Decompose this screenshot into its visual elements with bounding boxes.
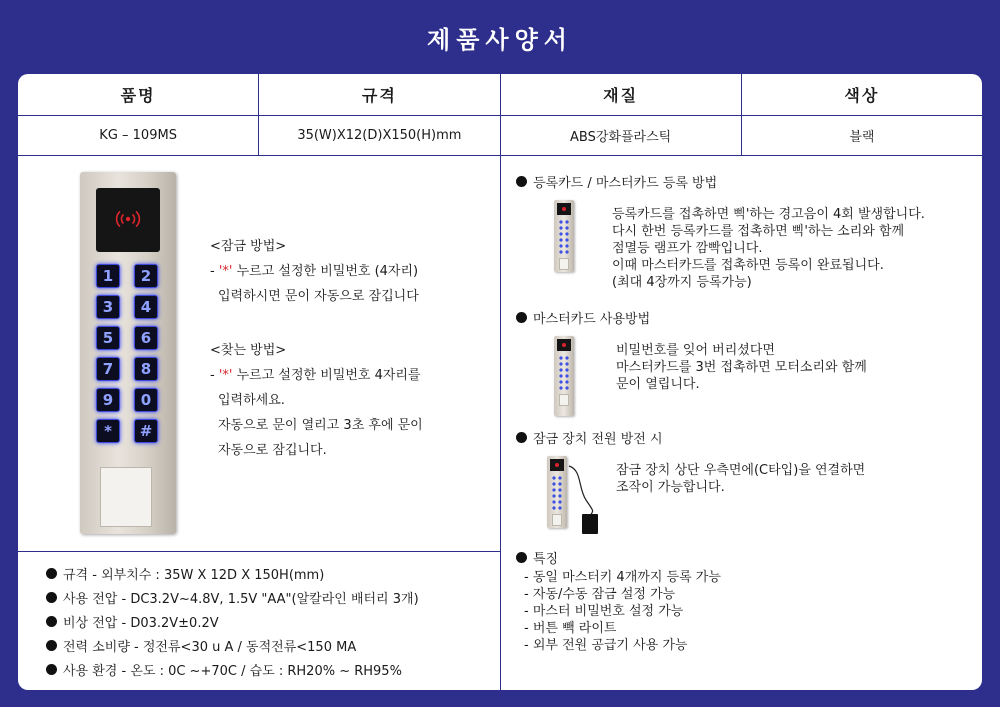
value-product-name: KG – 109MS bbox=[18, 116, 259, 155]
open-method-line-1-text: 누르고 설정한 비밀번호 4자리를 bbox=[232, 368, 421, 383]
master-text bbox=[616, 342, 867, 393]
open-method-line-1 bbox=[210, 366, 423, 385]
master-heading bbox=[516, 308, 650, 327]
open-method-marker: '*' bbox=[218, 368, 233, 383]
open-method-title: <찾는 방법> bbox=[210, 343, 287, 358]
key-5: 5 bbox=[96, 326, 120, 350]
register-title: 등록카드 / 마스터카드 등록 방법 bbox=[533, 176, 718, 191]
feature-item: - 자동/수동 잠금 설정 가능 bbox=[524, 587, 676, 602]
register-line: 점멸등 램프가 깜빡입니다. bbox=[612, 241, 763, 256]
specs-list bbox=[46, 561, 419, 681]
value-material: ABS강화플라스틱 bbox=[501, 116, 742, 155]
power-text bbox=[616, 462, 865, 496]
spec-sheet bbox=[18, 74, 982, 690]
card-slot bbox=[100, 467, 152, 527]
spec-item-text: 규격 - 외부치수 : 35W X 12D X 150H(mm) bbox=[63, 567, 325, 583]
spec-item-text: 비상 전압 - D03.2V±0.2V bbox=[63, 615, 219, 631]
spec-item-text: 사용 전압 - DC3.2V~4.8V, 1.5V "AA"(알칼라인 배터리 3개) bbox=[63, 591, 419, 607]
register-line: 다시 한번 등록카드를 접촉하면 삑'하는 소리와 함께 bbox=[612, 224, 905, 239]
spec-table-value-row bbox=[18, 116, 982, 156]
feature-item: - 동일 마스터키 4개까지 등록 가능 bbox=[524, 570, 721, 585]
key-star: * bbox=[96, 419, 120, 443]
register-text bbox=[612, 206, 925, 291]
usb-c-adapter-icon bbox=[568, 460, 604, 540]
lock-method-line-2: 입력하시면 문이 자동으로 잠깁니다 bbox=[218, 289, 419, 304]
spec-table-header-row bbox=[18, 74, 982, 116]
lock-method-dash: - bbox=[210, 264, 219, 279]
features-title: 특징 bbox=[533, 552, 559, 567]
lock-method-marker: '*' bbox=[218, 264, 233, 279]
bullet-icon bbox=[46, 664, 57, 675]
spec-item-text: 사용 환경 - 온도 : 0C ~+70C / 습도 : RH20% ~ RH95% bbox=[63, 663, 402, 679]
register-line: 이때 마스터카드를 접촉하면 등록이 완료됩니다. bbox=[612, 258, 884, 273]
bullet-icon bbox=[46, 640, 57, 651]
value-dimensions: 35(W)X12(D)X150(H)mm bbox=[259, 116, 500, 155]
header-material: 재질 bbox=[501, 74, 742, 115]
power-line: 조작이 가능합니다. bbox=[616, 480, 725, 495]
feature-item: - 버튼 빽 라이트 bbox=[524, 621, 617, 636]
key-6: 6 bbox=[134, 326, 158, 350]
bullet-icon bbox=[516, 552, 527, 563]
key-3: 3 bbox=[96, 295, 120, 319]
key-9: 9 bbox=[96, 388, 120, 412]
spec-table bbox=[18, 74, 982, 156]
keypad-device-image bbox=[80, 172, 176, 534]
spec-item bbox=[46, 585, 419, 609]
key-2: 2 bbox=[134, 264, 158, 288]
register-line: (최대 4장까지 등록가능) bbox=[612, 275, 752, 290]
power-heading bbox=[516, 428, 663, 447]
feature-item: - 외부 전원 공급기 사용 가능 bbox=[524, 638, 688, 653]
key-0: 0 bbox=[134, 388, 158, 412]
spec-item bbox=[46, 561, 419, 585]
lock-method bbox=[210, 237, 419, 306]
device-thumbnail bbox=[554, 200, 574, 272]
features-list bbox=[524, 569, 721, 654]
open-method-line-3: 자동으로 문이 열리고 3초 후에 문이 bbox=[218, 418, 423, 433]
rfid-signal-icon bbox=[114, 208, 142, 230]
header-product-name: 품명 bbox=[18, 74, 259, 115]
page-title: 제품사양서 bbox=[427, 26, 573, 54]
header-dimensions: 규격 bbox=[259, 74, 500, 115]
open-method-line-2: 입력하세요. bbox=[218, 393, 285, 408]
feature-item: - 마스터 비밀번호 설정 가능 bbox=[524, 604, 684, 619]
open-method bbox=[210, 341, 423, 460]
key-7: 7 bbox=[96, 357, 120, 381]
value-color: 블랙 bbox=[849, 130, 875, 145]
register-heading bbox=[516, 172, 717, 191]
register-line: 등록카드를 접촉하면 삑'하는 경고음이 4회 발생합니다. bbox=[612, 207, 925, 222]
card-reader bbox=[96, 188, 160, 252]
open-method-line-4: 자동으로 잠깁니다. bbox=[218, 443, 327, 458]
features-heading bbox=[516, 548, 558, 567]
bullet-icon bbox=[516, 176, 527, 187]
device-thumbnail bbox=[547, 456, 567, 528]
bullet-icon bbox=[46, 568, 57, 579]
bullet-icon bbox=[46, 616, 57, 627]
power-line: 잠금 장치 상단 우측면에(C타입)을 연결하면 bbox=[616, 463, 866, 478]
lock-method-line-1 bbox=[210, 262, 419, 281]
spec-item bbox=[46, 609, 419, 633]
bullet-icon bbox=[46, 592, 57, 603]
header-color: 색상 bbox=[844, 86, 880, 105]
open-method-dash: - bbox=[210, 368, 219, 383]
key-1: 1 bbox=[96, 264, 120, 288]
specs-divider bbox=[18, 551, 500, 552]
lock-method-line-1-text: 누르고 설정한 비밀번호 (4자리) bbox=[232, 264, 419, 279]
key-4: 4 bbox=[134, 295, 158, 319]
master-title: 마스터카드 사용방법 bbox=[533, 312, 651, 327]
device-thumbnail bbox=[554, 336, 574, 416]
power-title: 잠금 장치 전원 방전 시 bbox=[533, 432, 663, 447]
lock-method-title: <잠금 방법> bbox=[210, 239, 287, 254]
key-8: 8 bbox=[134, 357, 158, 381]
master-line: 문이 열립니다. bbox=[616, 377, 700, 392]
column-divider bbox=[500, 156, 501, 690]
bullet-icon bbox=[516, 432, 527, 443]
master-line: 마스터카드를 3번 접촉하면 모터소리와 함께 bbox=[616, 360, 867, 375]
spec-item bbox=[46, 633, 419, 657]
spec-item-text: 전력 소비량 - 정전류<30 u A / 동적전류<150 MA bbox=[63, 639, 357, 655]
bullet-icon bbox=[516, 312, 527, 323]
master-line: 비밀번호를 잊어 버리셨다면 bbox=[616, 343, 775, 358]
key-hash: # bbox=[134, 419, 158, 443]
spec-item bbox=[46, 657, 419, 681]
